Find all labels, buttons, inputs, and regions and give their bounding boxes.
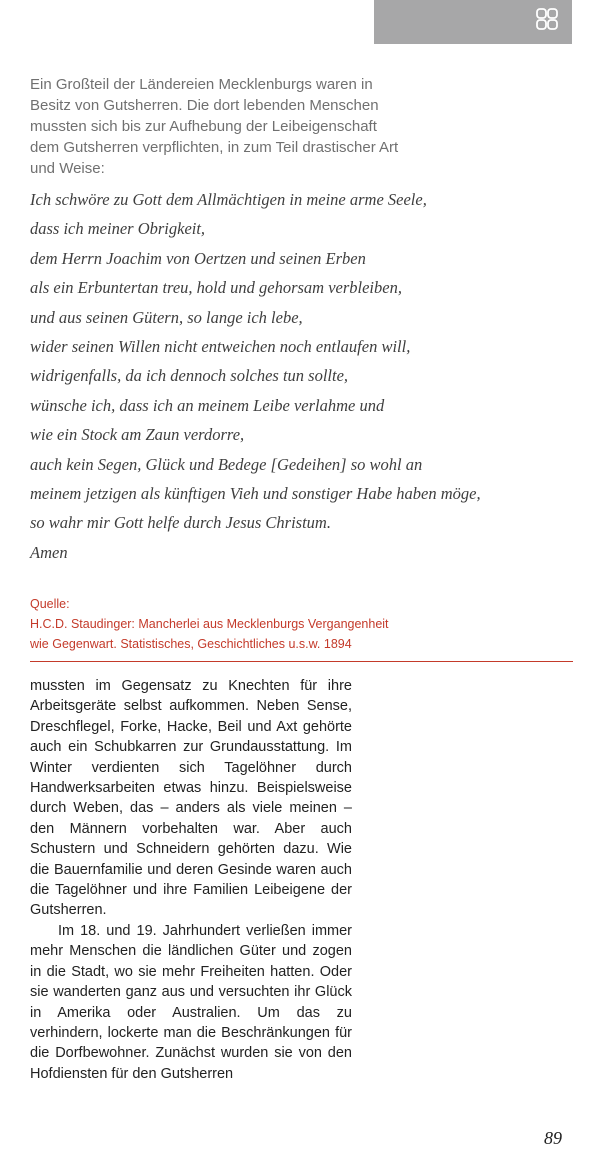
oath-line: Amen bbox=[30, 542, 68, 562]
header-tab bbox=[374, 0, 572, 44]
oath-line: als ein Erbuntertan treu, hold und gehorsam verbleiben, bbox=[30, 278, 402, 298]
intro-paragraph: Ein Großteil der Ländereien Mecklenburgs waren in Besitz von Gutsherren. Die dort lebenden Menschen mussten sich bis zur Aufhebung der Leibeigenschaft dem Gutsherren verpflichten, in zum Teil drastischer Art und Weise: bbox=[30, 76, 399, 177]
source-line: wie Gegenwart. Statistisches, Geschichtliches u.s.w. 1894 bbox=[30, 637, 352, 651]
oath-line: so wahr mir Gott helfe durch Jesus Christum. bbox=[30, 513, 331, 533]
body-paragraph: Im 18. und 19. Jahrhundert verließen immer mehr Menschen die ländlichen Güter und zogen in die Stadt, wo sie mehr Freiheiten hatten. Oder sie wanderten ganz aus und versuchten ihr Glück in Amerika oder Australien. Um das zu verhindern, lockerte man die Beschränkungen für die Dorfbewohner. Zunächst wurden sie von den Hofdiensten für den Gutsherren bbox=[30, 922, 352, 1082]
source-label: Quelle: bbox=[30, 597, 70, 611]
body-paragraph: mussten im Gegensatz zu Knechten für ihre Arbeitsgeräte selbst aufkommen. Neben Sense, Dreschflegel, Forke, Hacke, Beil und Axt gehörte auch ein Schubkarren zur Grundausstattung. Im Winter verdienten sich Tagelöhner durch Handwerksarbeiten etwas hinzu. Beispielsweise durch Weben, das – anders als viele meinen – den Männern vorbehalten war. Aber auch Schustern und Schneidern gehörten dazu. Wie die Bauernfamilie und deren Gesinde waren auch die Tagelöhner und ihre Familien Leibeigene der Gutsherren. bbox=[30, 678, 352, 919]
oath-line: meinem jetzigen als künftigen Vieh und sonstiger Habe haben möge, bbox=[30, 483, 481, 503]
oath-line: wünsche ich, dass ich an meinem Leibe verlahme und bbox=[30, 395, 385, 415]
oath-line: auch kein Segen, Glück und Bedege [Gedeihen] so wohl an bbox=[30, 454, 423, 474]
oath-line: wie ein Stock am Zaun verdorre, bbox=[30, 425, 245, 445]
source-citation bbox=[30, 594, 575, 654]
body-column bbox=[30, 676, 352, 1084]
oath-line: dass ich meiner Obrigkeit, bbox=[30, 219, 206, 239]
four-squares-logo-icon bbox=[536, 8, 558, 30]
oath-line: Ich schwöre zu Gott dem Allmächtigen in meine arme Seele, bbox=[30, 190, 427, 209]
oath-line: und aus seinen Gütern, so lange ich lebe, bbox=[30, 307, 303, 327]
page-number: 89 bbox=[544, 1128, 562, 1148]
oath-line: dem Herrn Joachim von Oertzen und seinen Erben bbox=[30, 248, 366, 268]
oath-line: wider seinen Willen nicht entweichen noch entlaufen will, bbox=[30, 336, 411, 356]
oath-line: widrigenfalls, da ich dennoch solches tun sollte, bbox=[30, 366, 349, 386]
source-line: H.C.D. Staudinger: Mancherlei aus Mecklenburgs Vergangenheit bbox=[30, 617, 389, 631]
divider-rule bbox=[30, 661, 573, 662]
oath-quote bbox=[30, 185, 550, 567]
